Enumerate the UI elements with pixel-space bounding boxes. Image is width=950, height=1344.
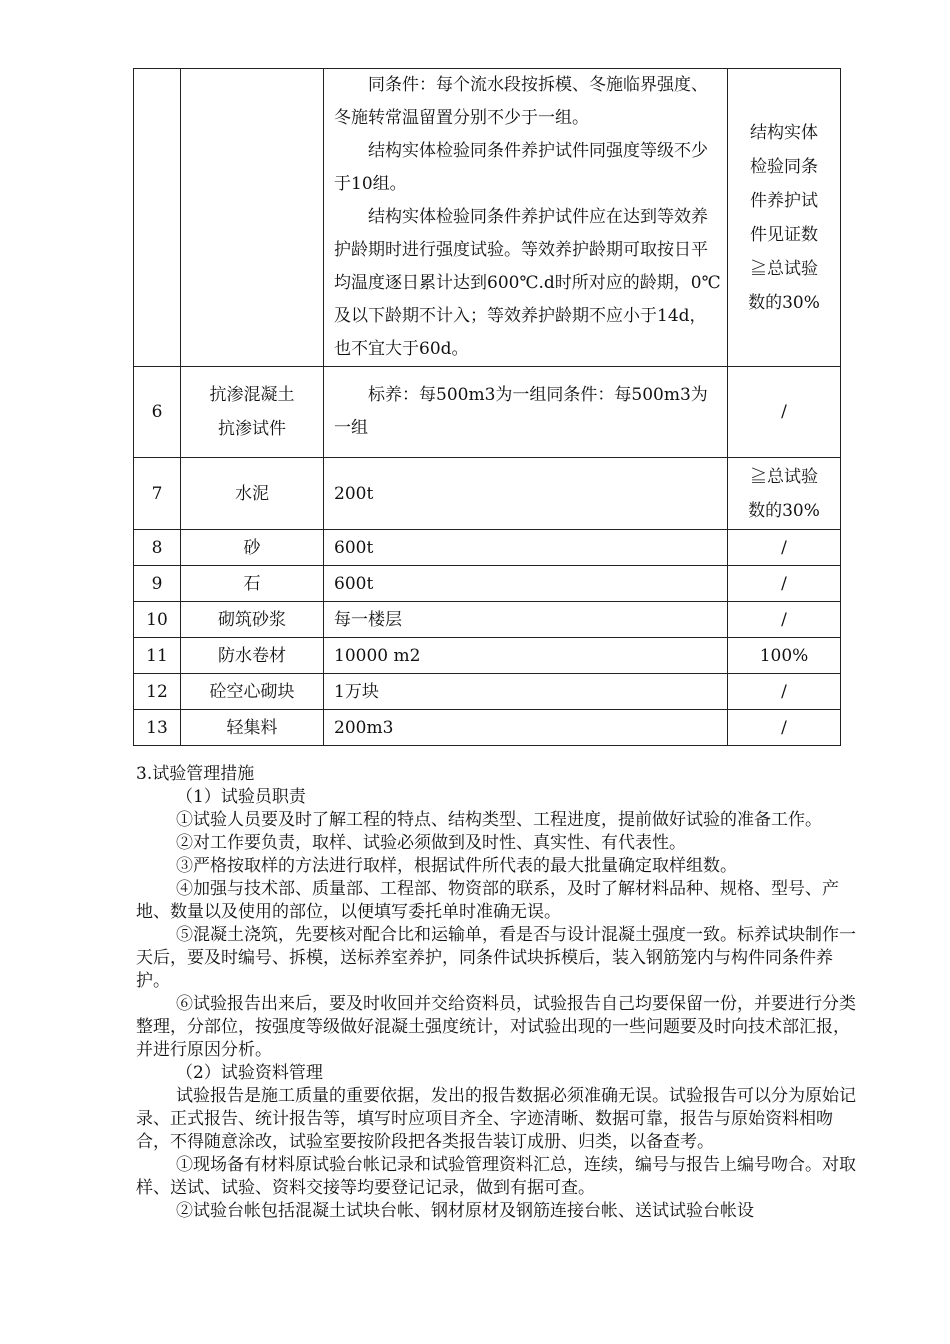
duty-item: ⑤混凝土浇筑，先要核对配合比和运输单，看是否与设计混凝土强度一致。标养试块制作一天后，要及时编号、拆模，送标养室养护，同条件试块拆模后，装入钢筋笼内与构件同条件养护。 — [136, 925, 856, 991]
table-row — [134, 638, 841, 674]
table-row — [134, 674, 841, 710]
subheading-duties: （1）试验员职责 — [176, 787, 306, 807]
table-row — [134, 530, 841, 566]
table-cell-rule: 200m3 — [324, 710, 728, 746]
table-cell-rule: 600t — [324, 530, 728, 566]
rule-paragraph: 同条件：每个流水段按拆模、冬施临界强度、冬施转常温留置分别不少于一组。 — [334, 75, 708, 128]
table-row — [134, 367, 841, 458]
table-cell-rule: 10000 m2 — [324, 638, 728, 674]
duty-item: ①试验人员要及时了解工程的特点、结构类型、工程进度，提前做好试验的准备工作。 — [176, 810, 822, 830]
table-cell-ratio: / — [728, 602, 841, 638]
section-heading: 3.试验管理措施 — [136, 764, 255, 784]
rule-paragraph: 结构实体检验同条件养护试件应在达到等效养护龄期时进行强度试验。等效养护龄期可取按日平均温度逐日累计达到600℃.d时所对应的龄期，0℃及以下龄期不计入；等效养护龄期不应小于14d，也不宜大于60d。 — [334, 207, 721, 359]
table-cell-rule — [324, 69, 728, 367]
table-cell-no: 8 — [134, 530, 181, 566]
table-cell-name — [181, 69, 324, 367]
table-cell-no: 7 — [134, 458, 181, 530]
table-cell-rule: 200t — [324, 458, 728, 530]
table-cell-name: 轻集料 — [181, 710, 324, 746]
table-cell-no: 13 — [134, 710, 181, 746]
table-cell-name: 砌筑砂浆 — [181, 602, 324, 638]
sampling-table — [133, 68, 841, 746]
records-item: ①现场备有材料原试验台帐记录和试验管理资料汇总，连续，编号与报告上编号吻合。对取样、送试、试验、资料交接等均要登记记录，做到有据可查。 — [136, 1155, 856, 1198]
table-row — [134, 69, 841, 367]
table-cell-name: 砂 — [181, 530, 324, 566]
management-section — [136, 763, 856, 1223]
table-row — [134, 710, 841, 746]
table-cell-name: 砼空心砌块 — [181, 674, 324, 710]
rule-paragraph: 结构实体检验同条件养护试件同强度等级不少于10组。 — [334, 141, 708, 194]
ratio-text: 结构实体检验同条件养护试件见证数≧总试验数的30% — [748, 122, 820, 313]
table-cell-name: 防水卷材 — [181, 638, 324, 674]
duty-item: ②对工作要负责，取样、试验必须做到及时性、真实性、有代表性。 — [176, 833, 686, 853]
table-cell-rule: 标养：每500m3为一组同条件：每500m3为一组 — [324, 367, 728, 458]
duty-item: ③严格按取样的方法进行取样，根据试件所代表的最大批量确定取样组数。 — [176, 856, 737, 876]
table-row — [134, 566, 841, 602]
subheading-records: （2）试验资料管理 — [176, 1063, 323, 1083]
table-cell-ratio: / — [728, 367, 841, 458]
duty-item: ④加强与技术部、质量部、工程部、物资部的联系，及时了解材料品种、规格、型号、产地、数量以及使用的部位，以便填写委托单时准确无误。 — [136, 879, 839, 922]
table-cell-rule: 1万块 — [324, 674, 728, 710]
table-cell-no: 10 — [134, 602, 181, 638]
table-cell-rule: 600t — [324, 566, 728, 602]
table-cell-no: 12 — [134, 674, 181, 710]
table-cell-ratio — [728, 69, 841, 367]
table-cell-ratio: / — [728, 530, 841, 566]
table-cell-name: 石 — [181, 566, 324, 602]
table-cell-no: 6 — [134, 367, 181, 458]
table-cell-no: 9 — [134, 566, 181, 602]
table-cell-no — [134, 69, 181, 367]
table-cell-name: 水泥 — [181, 458, 324, 530]
table-cell-no: 11 — [134, 638, 181, 674]
duty-item: ⑥试验报告出来后，要及时收回并交给资料员，试验报告自己均要保留一份，并要进行分类整理，分部位，按强度等级做好混凝土强度统计，对试验出现的一些问题要及时向技术部汇报，并进行原因分析。 — [136, 994, 856, 1060]
table-row — [134, 602, 841, 638]
table-cell-rule: 每一楼层 — [324, 602, 728, 638]
table-cell-name: 抗渗混凝土抗渗试件 — [181, 367, 324, 458]
table-cell-ratio: / — [728, 674, 841, 710]
table-cell-ratio: 100% — [728, 638, 841, 674]
table-cell-ratio: / — [728, 566, 841, 602]
records-item: ②试验台帐包括混凝土试块台帐、钢材原材及钢筋连接台帐、送试试验台帐设 — [176, 1201, 754, 1221]
table-cell-ratio: / — [728, 710, 841, 746]
table-cell-ratio: ≧总试验数的30% — [728, 458, 841, 530]
records-item: 试验报告是施工质量的重要依据，发出的报告数据必须准确无误。试验报告可以分为原始记录、正式报告、统计报告等，填写时应项目齐全、字迹清晰、数据可靠，报告与原始资料相吻合，不得随意涂改，试验室要按阶段把各类报告装订成册、归类，以备查考。 — [136, 1086, 856, 1152]
table-row — [134, 458, 841, 530]
